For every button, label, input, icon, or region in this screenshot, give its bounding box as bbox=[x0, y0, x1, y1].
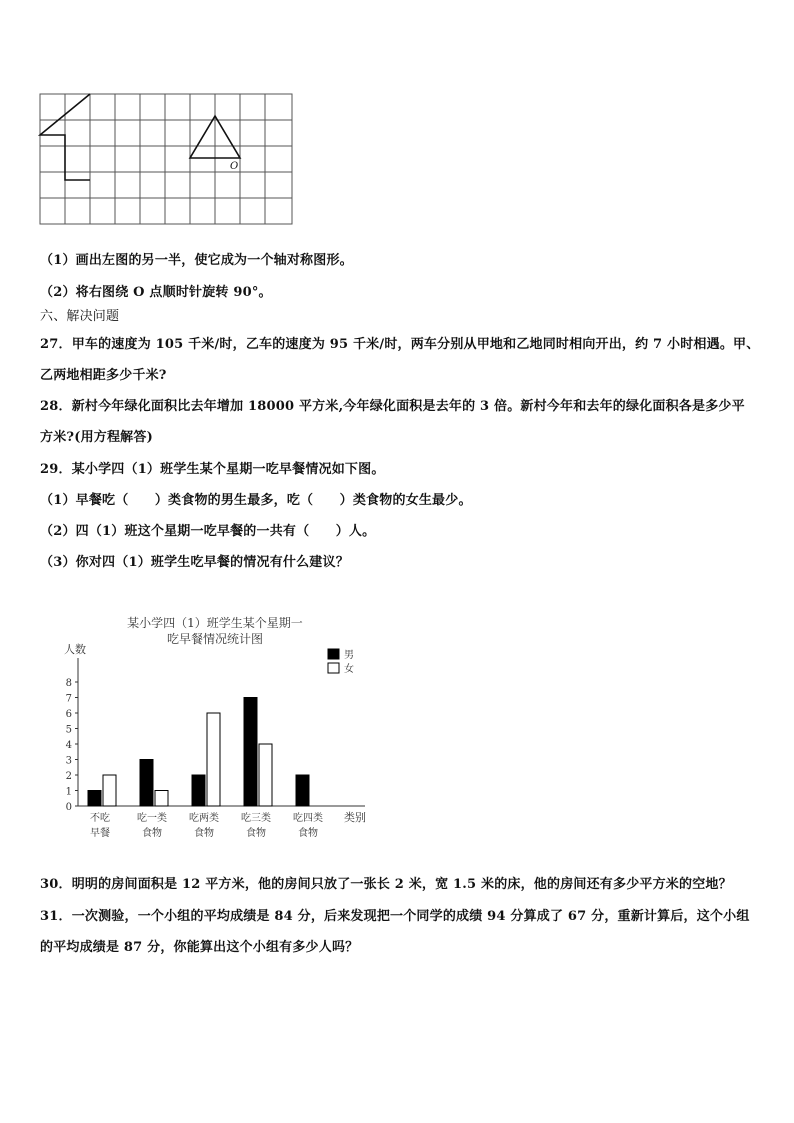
point-o-label: O bbox=[230, 161, 239, 172]
chart-title-line2: 吃早餐情况统计图 bbox=[166, 632, 264, 646]
breakfast-bar-chart bbox=[60, 610, 380, 845]
q29-sub3: （3）你对四（1）班学生吃早餐的情况有什么建议？ bbox=[40, 555, 349, 570]
legend-label-female: 女 bbox=[344, 664, 354, 675]
category-label-3-line2: 食物 bbox=[194, 828, 214, 839]
section6-heading: 六、解决问题 bbox=[40, 309, 120, 324]
q26-sub2: （2）将右图绕 O 点顺时针旋转 90°。 bbox=[40, 285, 272, 300]
bar-female-2 bbox=[155, 791, 168, 807]
y-tick-label-8: 8 bbox=[65, 678, 72, 689]
y-tick-label-2: 2 bbox=[65, 771, 72, 782]
bar-female-1 bbox=[103, 775, 116, 806]
y-tick-label-4: 4 bbox=[65, 740, 72, 751]
category-label-4-line2: 食物 bbox=[246, 828, 266, 839]
y-tick-label-1: 1 bbox=[65, 786, 72, 798]
q27-line2: 乙两地相距多少千米? bbox=[40, 368, 167, 383]
legend-swatch-male bbox=[328, 649, 339, 659]
legend-swatch-female bbox=[328, 663, 339, 673]
y-tick-label-6: 6 bbox=[65, 709, 72, 720]
category-label-2-line1: 吃一类 bbox=[137, 813, 167, 824]
bar-male-4 bbox=[244, 698, 257, 807]
bar-male-5 bbox=[296, 775, 309, 806]
bar-male-1 bbox=[88, 791, 101, 807]
category-label-1-line1: 不吃 bbox=[90, 813, 110, 824]
q31-line1: 31．一次测验，一个小组的平均成绩是 84 分，后来发现把一个同学的成绩 94 分算成了 67 分，重新计算后，这个小组 bbox=[40, 909, 750, 924]
q31-line2: 的平均成绩是 87 分，你能算出这个小组有多少人吗？ bbox=[40, 940, 359, 955]
q27-line1: 27．甲车的速度为 105 千米/时，乙车的速度为 95 千米/时，两车分别从甲地和乙地同时相向开出，约 7 小时相遇。甲、 bbox=[40, 337, 760, 352]
chart-title-line1: 某小学四（1）班学生某个星期一 bbox=[127, 616, 303, 630]
y-tick-label-3: 3 bbox=[65, 755, 72, 767]
category-label-1-line2: 早餐 bbox=[90, 828, 110, 839]
q30: 30．明明的房间面积是 12 平方米，他的房间只放了一张长 2 米，宽 1.5 米的床，他的房间还有多少平方米的空地？ bbox=[40, 877, 732, 892]
y-axis-label: 人数 bbox=[64, 643, 86, 656]
q28-line1: 28．新村今年绿化面积比去年增加 18000 平方米,今年绿化面积是去年的 3 倍。新村今年和去年的绿化面积各是多少平 bbox=[40, 399, 745, 414]
y-tick-label-0: 0 bbox=[65, 802, 72, 813]
bar-male-3 bbox=[192, 775, 205, 806]
y-tick-label-7: 7 bbox=[65, 693, 72, 705]
bar-female-3 bbox=[207, 713, 220, 806]
y-tick-label-5: 5 bbox=[65, 724, 72, 736]
category-label-5-line1: 吃四类 bbox=[293, 813, 323, 824]
grid-lines bbox=[40, 94, 292, 224]
category-label-2-line2: 食物 bbox=[142, 828, 162, 839]
q28-line2: 方米?(用方程解答) bbox=[40, 430, 153, 445]
q29-sub1: （1）早餐吃（ ）类食物的男生最多，吃（ ）类食物的女生最少。 bbox=[40, 493, 472, 508]
q29-sub2: （2）四（1）班这个星期一吃早餐的一共有（ ）人。 bbox=[40, 524, 376, 539]
category-label-5-line2: 食物 bbox=[298, 828, 318, 839]
legend-label-male: 男 bbox=[344, 650, 354, 661]
x-axis-label: 类别 bbox=[344, 811, 366, 824]
bar-male-2 bbox=[140, 760, 153, 807]
bar-female-4 bbox=[259, 744, 272, 806]
q29-intro: 29．某小学四（1）班学生某个星期一吃早餐情况如下图。 bbox=[40, 462, 385, 477]
grid-figure bbox=[38, 92, 296, 226]
q26-sub1: （1）画出左图的另一半，使它成为一个轴对称图形。 bbox=[40, 253, 353, 268]
category-label-3-line1: 吃两类 bbox=[189, 813, 219, 824]
category-label-4-line1: 吃三类 bbox=[241, 813, 271, 824]
